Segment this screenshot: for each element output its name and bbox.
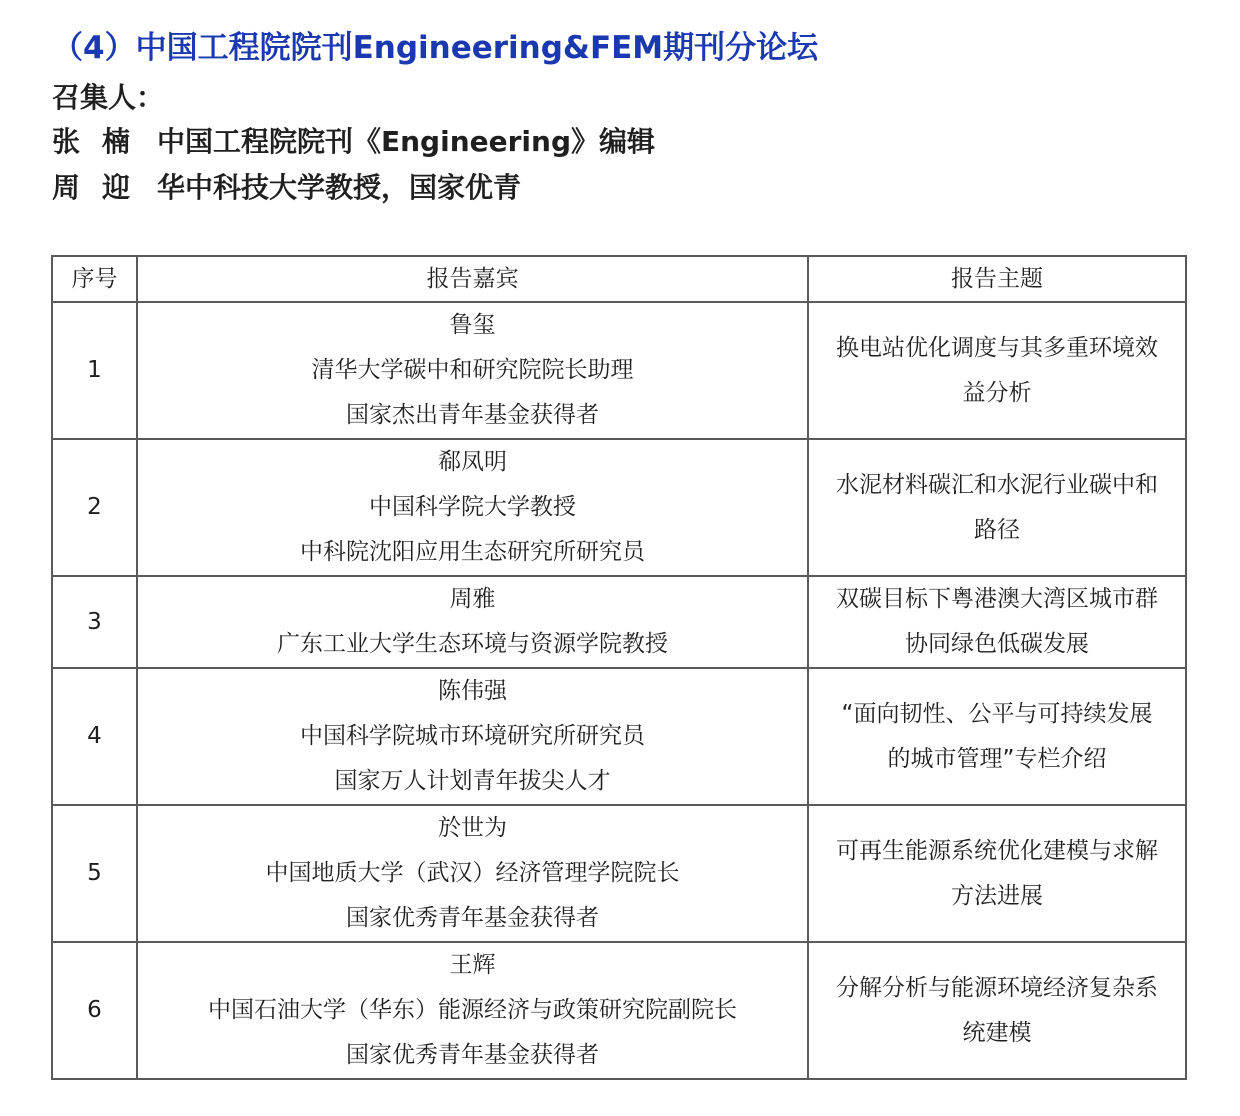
guest-honor: 中科院沈阳应用生态研究所研究员 [300,539,645,565]
topic-line: 益分析 [962,379,1032,406]
table-header-row [52,256,1186,302]
topic-line: 水泥材料碳汇和水泥行业碳中和 [836,471,1158,498]
table-row [52,302,1186,439]
guest-cell [137,576,808,668]
row-index: 2 [52,439,137,576]
row-index: 5 [52,805,137,942]
row-index: 4 [52,668,137,805]
guest-name: 郗凤明 [438,449,507,475]
guest-title: 中国科学院大学教授 [369,494,576,520]
topic-line: 的城市管理”专栏介绍 [887,745,1107,772]
guest-honor: 国家万人计划青年拔尖人才 [334,768,611,794]
guest-honor: 国家杰出青年基金获得者 [346,402,599,428]
guest-honor: 国家优秀青年基金获得者 [346,905,599,931]
header-topic: 报告主题 [808,256,1186,302]
topic-cell [808,805,1186,942]
table-row [52,668,1186,805]
guest-cell [137,302,808,439]
topic-line: “面向韧性、公平与可持续发展 [841,700,1153,727]
conveners-label: 召集人： [52,81,165,114]
convener-desc: 华中科技大学教授，国家优青 [157,171,522,204]
guest-name: 鲁玺 [449,312,496,338]
guest-title: 广东工业大学生态环境与资源学院教授 [277,631,668,657]
guest-name: 周雅 [449,586,496,612]
topic-line: 双碳目标下粤港澳大湾区城市群 [836,586,1158,612]
topic-cell [808,942,1186,1079]
topic-cell [808,668,1186,805]
topic-line: 统建模 [962,1019,1032,1046]
topic-line: 协同绿色低碳发展 [905,631,1089,657]
topic-line: 可再生能源系统优化建模与求解 [836,837,1158,864]
header-index: 序号 [52,256,137,302]
convener-desc: 中国工程院院刊《Engineering》编辑 [157,125,655,158]
guest-cell [137,942,808,1079]
guest-name: 王辉 [449,952,496,978]
convener-row [52,166,521,210]
convener-name: 周迎 [52,171,153,204]
section-title: （4）中国工程院院刊Engineering&FEM期刊分论坛 [52,30,819,66]
topic-line: 换电站优化调度与其多重环境效 [836,334,1158,361]
convener-row [52,120,655,164]
convener-name: 张楠 [52,125,153,158]
topic-cell [808,576,1186,668]
topic-line: 方法进展 [951,882,1043,909]
row-index: 3 [52,576,137,668]
guest-title: 中国地质大学（武汉）经济管理学院院长 [265,860,680,886]
topic-line: 路径 [974,516,1020,543]
table-row [52,576,1186,668]
table-row [52,805,1186,942]
guest-cell [137,805,808,942]
topic-cell [808,302,1186,439]
topic-line: 分解分析与能源环境经济复杂系 [836,974,1158,1001]
guest-name: 於世为 [438,815,507,841]
table-row [52,439,1186,576]
row-index: 6 [52,942,137,1079]
row-index: 1 [52,302,137,439]
guest-cell [137,439,808,576]
guest-title: 清华大学碳中和研究院院长助理 [311,357,634,383]
topic-cell [808,439,1186,576]
guest-name: 陈伟强 [438,678,507,704]
table-row [52,942,1186,1079]
guest-cell [137,668,808,805]
header-guest: 报告嘉宾 [137,256,808,302]
guest-title: 中国石油大学（华东）能源经济与政策研究院副院长 [208,997,737,1023]
guest-honor: 国家优秀青年基金获得者 [346,1042,599,1068]
guest-title: 中国科学院城市环境研究所研究员 [300,723,645,749]
schedule-table [51,255,1187,1080]
